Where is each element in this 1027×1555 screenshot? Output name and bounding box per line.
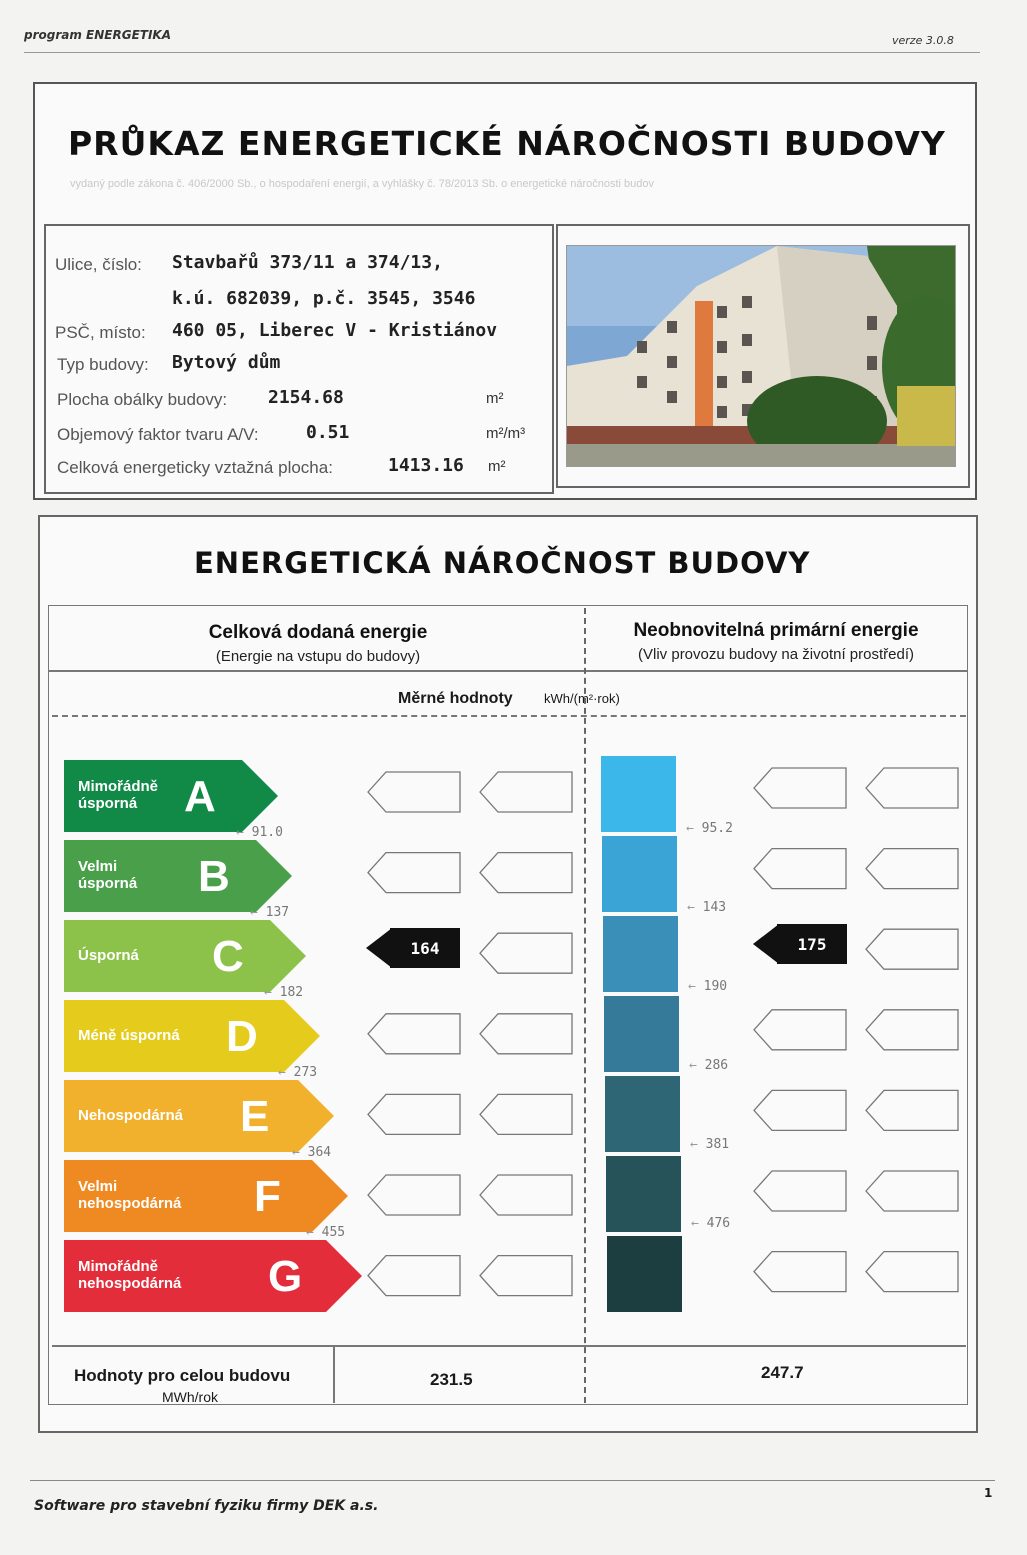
program-name: program ENERGETIKA [24,28,171,42]
footer-divider [30,1480,995,1481]
energy-title: ENERGETICKÁ NÁROČNOST BUDOVY [194,546,811,580]
street-label: Ulice, číslo: [55,255,142,274]
building-type-label: Typ budovy: [57,355,149,374]
document-subtitle: vydaný podle zákona č. 406/2000 Sb., o hospodaření energií, a vyhlášky č. 78/2013 Sb. o energetické náročnosti budov [70,178,654,190]
shape-factor-label: Objemový faktor tvaru A/V: [57,425,259,444]
delivered-energy-heading: Celková dodaná energie [208,622,428,643]
footer-text: Software pro stavební fyziku firmy DEK a.s. [34,1498,379,1514]
primary-empty-box-1 [754,849,846,889]
primary-empty-box-2 [866,1090,958,1130]
total-delivered-energy: 231.5 [430,1370,473,1389]
primary-class-segment-d [604,996,679,1072]
band-name-line1: Méně úsporná [78,1027,180,1044]
band-name-line2: úsporná [78,795,138,812]
primary-empty-box-1 [754,1252,846,1292]
primary-class-segment-g [607,1236,682,1312]
delivered-empty-box-1 [368,1094,460,1134]
city-value: 460 05, Liberec V - Kristiánov [172,320,498,341]
delivered-class-limit: ← 364 [292,1145,331,1160]
primary-energy-subheading: (Vliv provozu budovy na životní prostředí) [638,646,914,663]
primary-marker-arrow [753,924,779,964]
delivered-energy-value: 164 [410,938,440,958]
reference-area-value: 1413.16 [388,455,464,476]
primary-energy-value: 175 [797,934,827,954]
delivered-class-limit: ← 182 [264,985,303,1000]
totals-unit: MWh/rok [162,1389,218,1405]
delivered-class-limit: ← 91.0 [236,825,283,840]
primary-empty-box-1 [754,768,846,808]
band-name-line1: Mimořádně [78,1258,159,1275]
band-name-d [78,1027,180,1044]
band-name-b [78,858,137,892]
delivered-empty-box-2 [480,1175,572,1215]
primary-empty-box-1 [754,1171,846,1211]
primary-class-segment-e [605,1076,680,1152]
street-value-line2: k.ú. 682039, p.č. 3545, 3546 [172,288,476,309]
primary-empty-box-2 [866,929,958,969]
primary-empty-box-2 [866,768,958,808]
band-letter-a: A [184,772,216,821]
band-name-a [78,778,158,812]
delivered-empty-box-2 [480,1256,572,1296]
primary-class-segment-b [602,836,677,912]
document-title: PRŮKAZ ENERGETICKÉ NÁROČNOSTI BUDOVY [68,124,946,163]
envelope-value: 2154.68 [268,387,344,408]
totals-cell-divider [333,1347,335,1403]
city-label: PSČ, místo: [55,323,146,342]
band-name-line2: nehospodárná [78,1195,182,1212]
primary-empty-box-2 [866,1010,958,1050]
primary-energy-marker [777,924,847,964]
building-type-value: Bytový dům [172,352,281,373]
street-value-line1: Stavbařů 373/11 a 374/13, [172,252,443,273]
delivered-empty-box-1 [368,772,460,812]
band-letter-e: E [240,1092,270,1141]
delivered-empty-box-1 [368,853,460,893]
primary-empty-box-1 [754,1010,846,1050]
totals-label: Hodnoty pro celou budovu [74,1366,291,1385]
shape-factor-value: 0.51 [306,422,350,443]
primary-class-limit: ← 190 [688,979,727,994]
program-version: verze 3.0.8 [892,34,954,47]
primary-class-limit: ← 381 [690,1137,729,1152]
delivered-empty-box-1 [368,1256,460,1296]
total-primary-energy: 247.7 [761,1363,804,1382]
band-letter-c: C [212,932,244,981]
band-name-line1: Velmi [78,858,118,875]
delivered-empty-box-2 [480,1014,572,1054]
primary-class-segment-f [606,1156,681,1232]
specific-values-label: Měrné hodnoty [398,690,513,707]
delivered-empty-box-2 [480,1094,572,1134]
delivered-class-limit: ← 455 [306,1225,345,1240]
primary-empty-box-2 [866,849,958,889]
primary-empty-box-1 [754,1090,846,1130]
band-letter-d: D [226,1012,258,1061]
band-name-c [78,947,139,964]
delivered-empty-box-2 [480,853,572,893]
band-letter-g: G [268,1252,303,1301]
reference-area-label: Celková energeticky vztažná plocha: [57,458,333,477]
delivered-empty-box-2 [480,933,572,973]
band-name-g [78,1258,181,1292]
page-number: 1 [984,1486,993,1500]
primary-empty-box-2 [866,1252,958,1292]
primary-energy-heading: Neobnovitelná primární energie [633,620,919,641]
primary-class-limit: ← 476 [691,1216,730,1231]
band-name-line1: Nehospodárná [78,1107,184,1124]
primary-empty-box-2 [866,1171,958,1211]
envelope-label: Plocha obálky budovy: [57,390,228,409]
primary-class-limit: ← 286 [689,1058,728,1073]
delivered-class-limit: ← 273 [278,1065,317,1080]
band-letter-f: F [254,1172,281,1221]
primary-class-limit: ← 143 [687,900,726,915]
delivered-energy-subheading: (Energie na vstupu do budovy) [215,648,421,665]
delivered-energy-marker [390,928,460,968]
delivered-empty-box-1 [368,1014,460,1054]
band-name-line1: Velmi [78,1178,118,1195]
band-name-line2: úsporná [78,875,138,892]
totals-divider [52,1345,966,1347]
band-name-line1: Mimořádně [78,778,159,795]
band-name-e [78,1107,183,1124]
specific-values-unit: kWh/(m²·rok) [544,691,620,706]
primary-class-limit: ← 95.2 [686,821,733,836]
band-name-line1: Úsporná [78,947,139,964]
band-name-f [78,1178,181,1212]
delivered-class-limit: ← 137 [250,905,289,920]
shape-factor-unit: m²/m³ [486,425,526,442]
delivered-marker-arrow [366,928,392,968]
band-name-line2: nehospodárná [78,1275,182,1292]
primary-class-segment-a [601,756,676,832]
delivered-empty-box-1 [368,1175,460,1215]
primary-class-segment-c [603,916,678,992]
delivered-empty-box-2 [480,772,572,812]
band-letter-b: B [198,852,230,901]
envelope-unit: m² [486,390,504,407]
reference-area-unit: m² [488,458,506,475]
